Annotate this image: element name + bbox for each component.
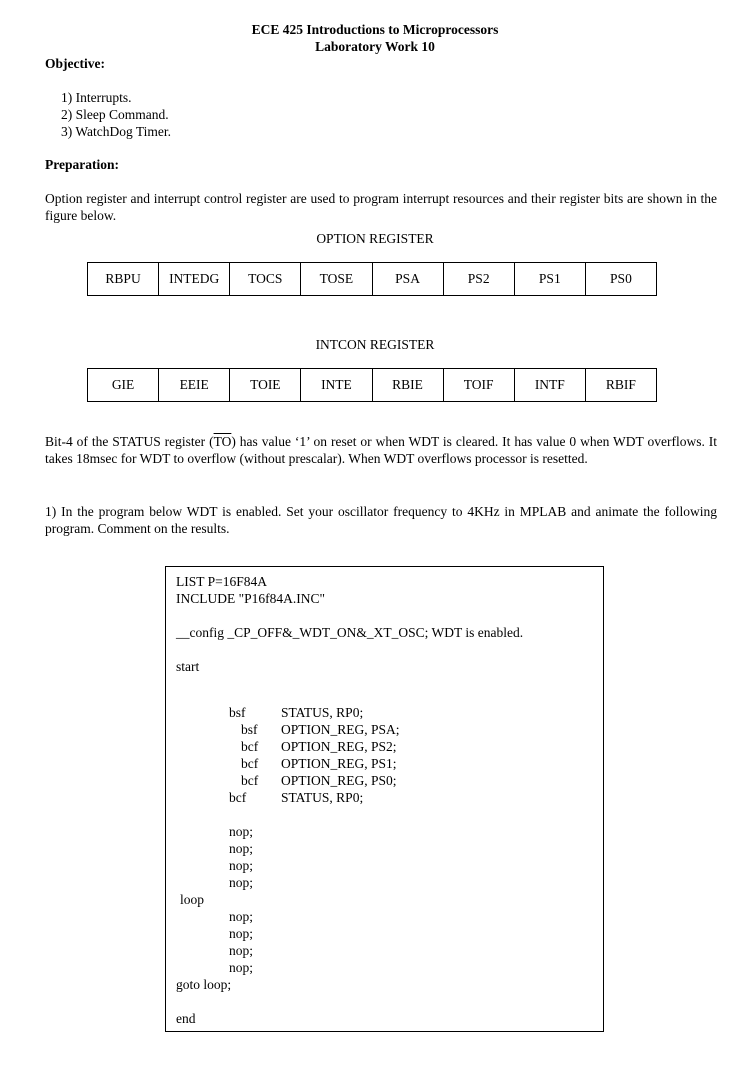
option-bit: PS2 (443, 263, 514, 296)
intcon-register-title: INTCON REGISTER (315, 337, 435, 352)
intcon-bit: GIE (88, 369, 159, 402)
code-nop: nop; (229, 926, 254, 941)
code-arg: OPTION_REG, PS1; (281, 756, 397, 771)
intcon-bit: EEIE (159, 369, 230, 402)
preparation-heading: Preparation: (45, 157, 119, 172)
code-op: bsf (229, 705, 246, 720)
code-op: bcf (241, 756, 259, 771)
option-bit: TOCS (230, 263, 301, 296)
option-bit: INTEDG (159, 263, 230, 296)
objective-item: 2) Sleep Command. (61, 107, 169, 122)
code-nop: nop; (229, 943, 254, 958)
option-bit: PS0 (585, 263, 656, 296)
option-bit: PSA (372, 263, 443, 296)
status-text-post: ) has value ‘1’ on reset or when WDT is cleared. It has value 0 when WDT overflows. It takes 18msec for WDT to overflow (without prescalar). When WDT overflows processor is resetted. (45, 434, 718, 466)
code-config-directive: __config _CP_OFF&_WDT_ON&_XT_OSC; WDT is enabled. (176, 625, 524, 640)
option-bit: PS1 (514, 263, 585, 296)
code-op: bcf (241, 773, 259, 788)
code-include-directive: INCLUDE "P16f84A.INC" (176, 591, 326, 606)
intcon-bit: TOIF (443, 369, 514, 402)
option-register-title: OPTION REGISTER (316, 231, 434, 246)
status-paragraph (45, 433, 717, 467)
code-arg: STATUS, RP0; (281, 790, 364, 805)
code-nop: nop; (229, 824, 254, 839)
objective-item: 1) Interrupts. (61, 90, 132, 105)
code-goto: goto loop; (176, 977, 232, 992)
code-nop: nop; (229, 909, 254, 924)
objective-item: 3) WatchDog Timer. (61, 124, 172, 139)
status-text-pre: Bit-4 of the STATUS register ( (45, 434, 214, 449)
code-listing (165, 566, 604, 1032)
code-nop: nop; (229, 960, 254, 975)
code-arg: OPTION_REG, PS0; (281, 773, 397, 788)
intcon-bit: RBIE (372, 369, 443, 402)
code-arg: OPTION_REG, PSA; (281, 722, 400, 737)
code-op: bcf (229, 790, 247, 805)
option-bit: TOSE (301, 263, 372, 296)
intcon-bit: INTF (514, 369, 585, 402)
intcon-bit: INTE (301, 369, 372, 402)
intcon-register-table (87, 368, 657, 402)
code-start-label: start (176, 659, 200, 674)
code-op: bcf (241, 739, 259, 754)
code-arg: STATUS, RP0; (281, 705, 364, 720)
code-arg: OPTION_REG, PS2; (281, 739, 397, 754)
code-nop: nop; (229, 858, 254, 873)
preparation-intro: Option register and interrupt control register are used to program interrupt resources and their register bits are shown in the figure below. (45, 191, 717, 223)
document-title: ECE 425 Introductions to Microprocessors (251, 22, 499, 37)
document-subtitle: Laboratory Work 10 (315, 39, 435, 54)
intcon-bit: TOIE (230, 369, 301, 402)
code-nop: nop; (229, 875, 254, 890)
task-1-paragraph: 1) In the program below WDT is enabled. Set your oscillator frequency to 4KHz in MPLAB and animate the following program. Comment on the results. (45, 504, 717, 536)
code-end: end (176, 1011, 196, 1026)
code-nop: nop; (229, 841, 254, 856)
code-op: bsf (241, 722, 258, 737)
code-loop-label: loop (180, 892, 205, 907)
objective-heading: Objective: (45, 56, 105, 71)
option-register-table (87, 262, 657, 296)
to-bit-label: $\overline{TO}$ (213, 434, 232, 449)
code-list-directive: LIST P=16F84A (176, 574, 268, 589)
option-bit: RBPU (88, 263, 159, 296)
intcon-bit: RBIF (585, 369, 656, 402)
